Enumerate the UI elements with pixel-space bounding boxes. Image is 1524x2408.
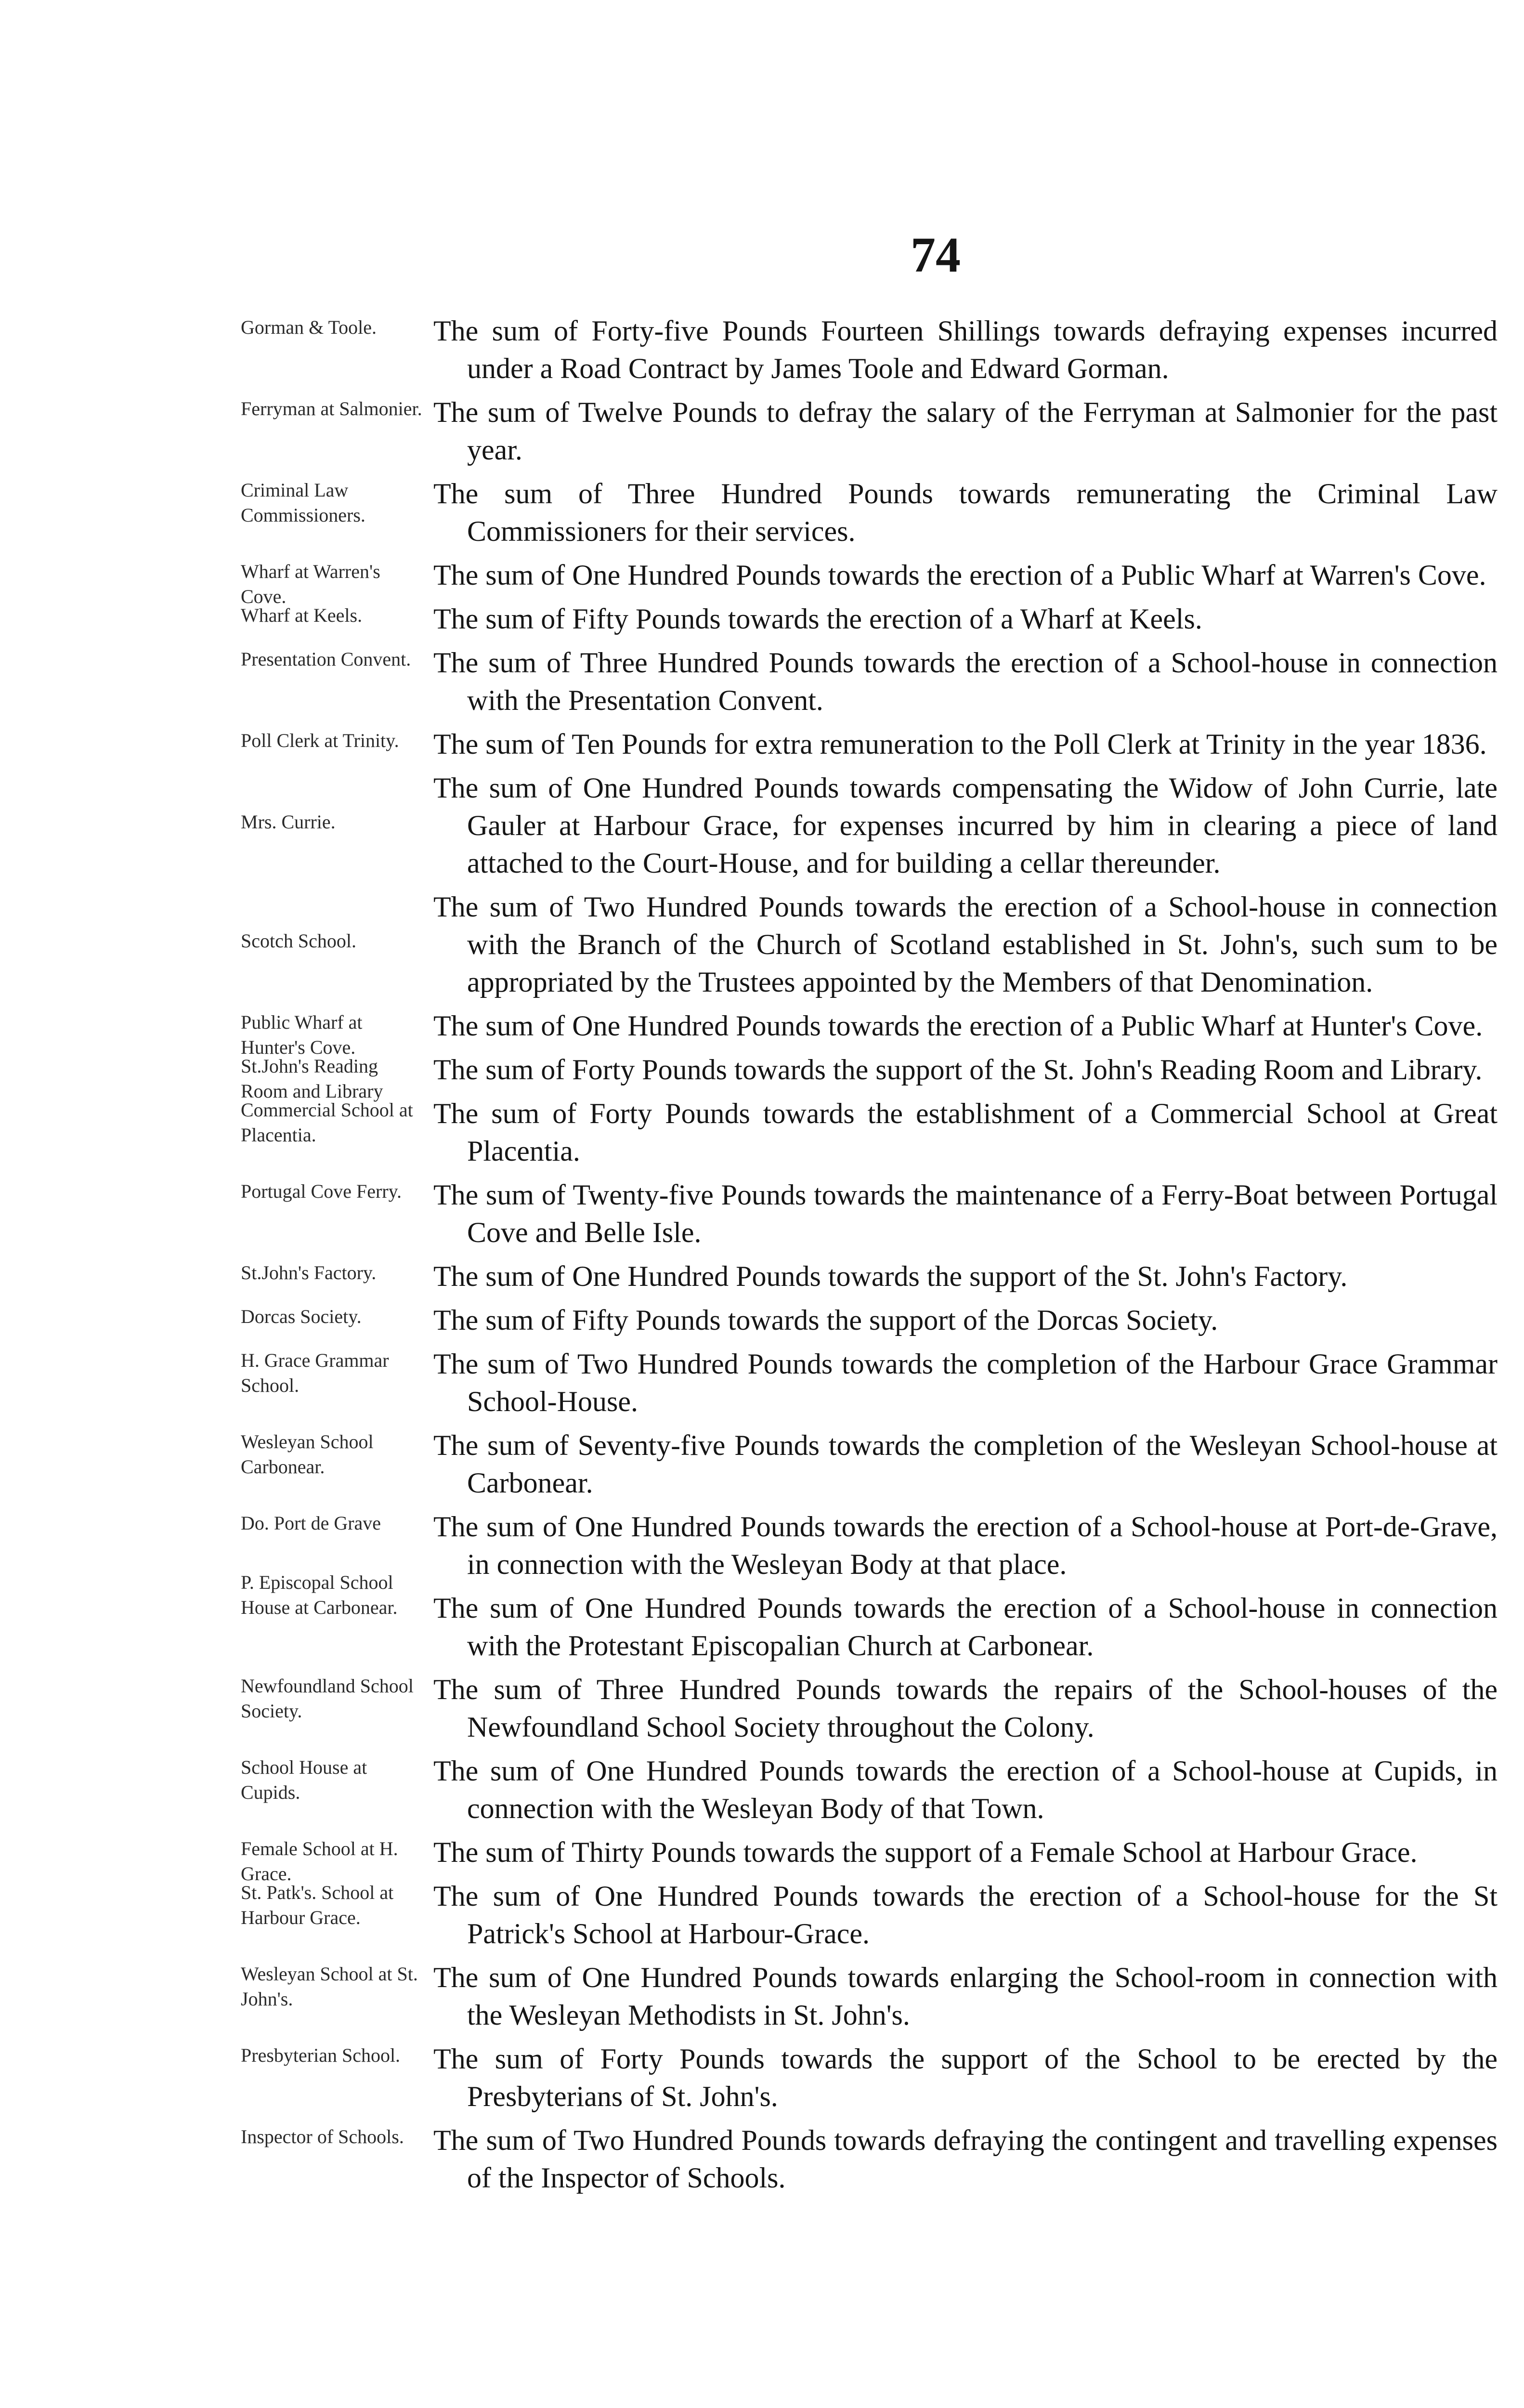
margin-note: St. Patk's. School at Harbour Grace.	[241, 1882, 394, 1928]
entry-text: The sum of One Hundred Pounds towards the erection of a School-house at Cupids, in connection with the Wesleyan Body of that Town.	[433, 1755, 1498, 1824]
margin-note: School House at Cupids.	[241, 1756, 367, 1803]
appropriation-entry	[241, 600, 1464, 638]
entry-text: The sum of Twelve Pounds to defray the salary of the Ferryman at Salmonier for the past year.	[433, 396, 1498, 466]
appropriation-entry	[241, 1671, 1498, 1746]
entry-text: The sum of Forty-five Pounds Fourteen Shillings towards defraying expenses incurred under a Road Contract by James Toole and Edward Gorman.	[433, 315, 1498, 384]
margin-note: Dorcas Society.	[241, 1306, 362, 1327]
entry-text: The sum of Forty Pounds towards the support of the School to be erected by the Presbyterians of St. John's.	[433, 2043, 1498, 2112]
appropriation-entry	[241, 475, 1498, 550]
appropriation-list	[241, 308, 1498, 2203]
entry-text: The sum of Forty Pounds towards the establishment of a Commercial School at Great Placentia.	[433, 1098, 1498, 1167]
margin-note: St.John's Factory.	[241, 1262, 377, 1283]
margin-note: Wesleyan School at St. John's.	[241, 1963, 418, 2010]
margin-note: Inspector of Schools.	[241, 2126, 404, 2147]
entry-text: The sum of Three Hundred Pounds towards the repairs of the School-houses of the Newfoundland School Society throughout the Colony.	[433, 1674, 1498, 1743]
margin-note: Public Wharf at Hunter's Cove.	[241, 1011, 363, 1058]
appropriation-entry	[241, 1051, 1483, 1102]
margin-note: Gorman & Toole.	[241, 316, 377, 338]
margin-note: Scotch School.	[241, 930, 356, 952]
appropriation-entry	[241, 1257, 1464, 1295]
entry-text: The sum of Fifty Pounds towards the erection of a Wharf at Keels.	[433, 603, 1202, 635]
entry-text: The sum of Two Hundred Pounds towards the erection of a School-house in connection with the Branch of the Church of Scotland established in St. John's, such sum to be appropriated by the Trustees appointed by the Members of that Denomination.	[433, 891, 1498, 998]
appropriation-entry	[241, 1877, 1498, 1952]
margin-note: Presentation Convent.	[241, 648, 411, 670]
margin-note: H. Grace Grammar School.	[241, 1349, 389, 1396]
appropriation-entry	[241, 1752, 1498, 1827]
margin-note: Ferryman at Salmonier.	[241, 398, 422, 419]
margin-note: St.John's Reading Room and Library	[241, 1055, 383, 1102]
entry-text: The sum of One Hundred Pounds towards the erection of a School-house for the St Patrick's School at Harbour-Grace.	[433, 1880, 1498, 1950]
appropriation-entry	[241, 888, 1498, 1001]
margin-note: Commercial School at Placentia.	[241, 1099, 413, 1146]
margin-note: Female School at H. Grace.	[241, 1838, 398, 1885]
appropriation-entry	[241, 393, 1498, 469]
entry-text: The sum of Seventy-five Pounds towards the completion of the Wesleyan School-house at Carbonear.	[433, 1429, 1498, 1499]
appropriation-entry	[241, 2121, 1498, 2197]
entry-text: The sum of Three Hundred Pounds towards remunerating the Criminal Law Commissioners for their services.	[433, 478, 1498, 547]
margin-note: Portugal Cove Ferry.	[241, 1180, 402, 1202]
entry-text: The sum of Ten Pounds for extra remuneration to the Poll Clerk at Trinity in the year 1836.	[433, 728, 1487, 760]
appropriation-entry	[241, 1833, 1464, 1885]
appropriation-entry	[241, 1571, 1498, 1664]
entry-text: The sum of Forty Pounds towards the support of the St. John's Reading Room and Library.	[433, 1054, 1483, 1086]
entry-text: The sum of Three Hundred Pounds towards the erection of a School-house in connection with the Presentation Convent.	[433, 647, 1498, 716]
entry-text: The sum of One Hundred Pounds towards compensating the Widow of John Currie, late Gauler at Harbour Grace, for expenses incurred by him in clearing a piece of land attached to the Court-House, and for building a cellar thereunder.	[433, 772, 1498, 879]
margin-note: P. Episcopal School House at Carbonear.	[241, 1571, 398, 1618]
margin-note: Wharf at Warren's Cove.	[241, 561, 380, 607]
entry-text: The sum of Fifty Pounds towards the support of the Dorcas Society.	[433, 1304, 1218, 1336]
entry-text: The sum of Two Hundred Pounds towards the completion of the Harbour Grace Grammar School-House.	[433, 1348, 1498, 1417]
margin-note: Poll Clerk at Trinity.	[241, 730, 399, 751]
appropriation-entry	[241, 769, 1498, 882]
entry-text: The sum of One Hundred Pounds towards enlarging the School-room in connection with the Wesleyan Methodists in St. John's.	[433, 1962, 1498, 2031]
margin-note: Wharf at Keels.	[241, 604, 363, 626]
appropriation-entry	[241, 1345, 1498, 1420]
appropriation-entry	[241, 1959, 1498, 2034]
appropriation-entry	[241, 2040, 1498, 2115]
entry-text: The sum of One Hundred Pounds towards the erection of a Public Wharf at Warren's Cove.	[433, 559, 1486, 591]
appropriation-entry	[241, 1007, 1483, 1058]
margin-note: Do. Port de Grave	[241, 1512, 381, 1534]
appropriation-entry	[241, 644, 1498, 719]
appropriation-entry	[241, 725, 1487, 763]
entry-text: The sum of Thirty Pounds towards the support of a Female School at Harbour Grace.	[433, 1836, 1418, 1868]
entry-text: The sum of One Hundred Pounds towards the erection of a Public Wharf at Hunter's Cove.	[433, 1010, 1483, 1042]
appropriation-entry	[241, 1176, 1498, 1251]
appropriation-entry	[241, 312, 1498, 387]
entry-text: The sum of Twenty-five Pounds towards the maintenance of a Ferry-Boat between Portugal Cove and Belle Isle.	[433, 1179, 1498, 1248]
margin-note: Presbyterian School.	[241, 2044, 401, 2066]
appropriation-entry	[241, 1095, 1498, 1170]
margin-note: Wesleyan School Carbonear.	[241, 1431, 374, 1478]
appropriation-entry	[241, 1301, 1464, 1339]
entry-text: The sum of Two Hundred Pounds towards defraying the contingent and travelling expenses of the Inspector of Schools.	[433, 2124, 1498, 2194]
page-number: 74	[911, 227, 961, 283]
entry-text: The sum of One Hundred Pounds towards the erection of a School-house at Port-de-Grave, in connection with the Wesleyan Body at that place.	[433, 1511, 1498, 1580]
appropriation-entry	[241, 1426, 1498, 1502]
entry-text: The sum of One Hundred Pounds towards the erection of a School-house in connection with the Protestant Episcopalian Church at Carbonear.	[433, 1592, 1498, 1662]
margin-note: Criminal Law Commissioners.	[241, 479, 365, 526]
margin-note: Newfoundland School Society.	[241, 1675, 414, 1722]
entry-text: The sum of One Hundred Pounds towards the support of the St. John's Factory.	[433, 1260, 1348, 1292]
margin-note: Mrs. Currie.	[241, 811, 336, 833]
appropriation-entry	[241, 556, 1486, 607]
